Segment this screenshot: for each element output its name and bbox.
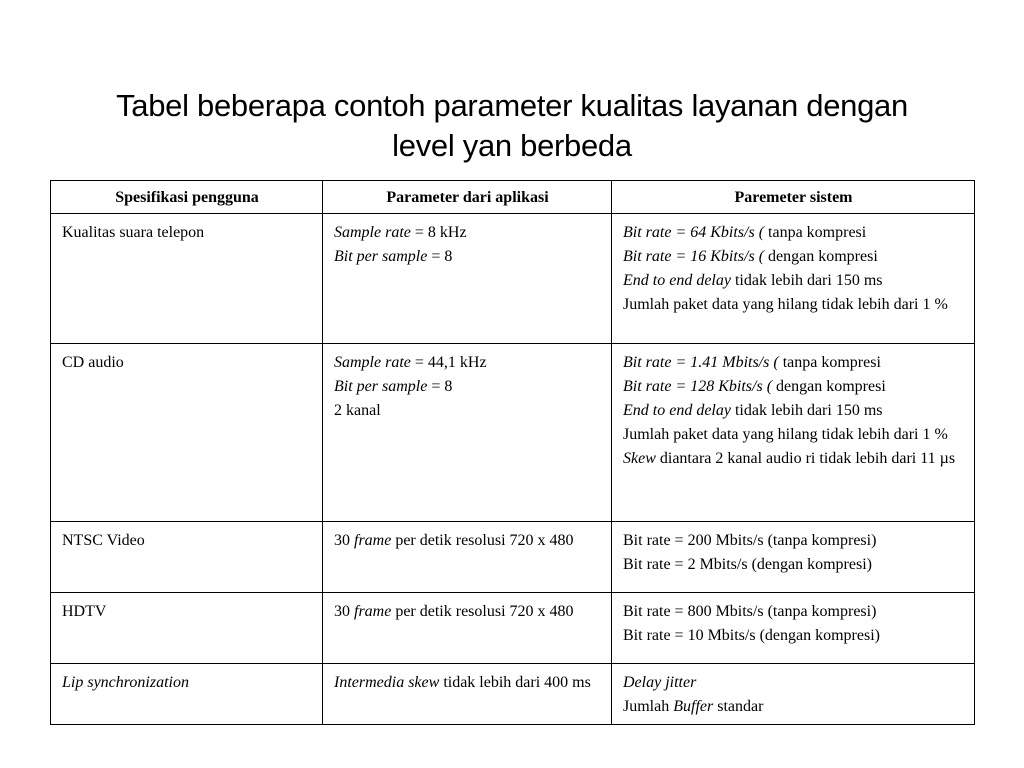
app-param-cell [323,593,612,664]
bitrate-line: Bit rate = 64 Kbits/s ( tanpa kompresi [623,224,867,241]
table-row [51,593,975,664]
bitrate-line: Bit rate = 16 Kbits/s ( dengan kompresi [623,248,878,265]
delay-line: End to end delay tidak lebih dari 150 ms [623,272,883,289]
user-spec-cell: Lip synchronization [51,664,323,725]
slide-title [0,86,1024,166]
user-spec-cell: CD audio [51,344,323,522]
table-row [51,214,975,344]
bitrate-line: Bit rate = 800 Mbits/s (tanpa kompresi) [623,603,877,620]
sample-rate-line: Sample rate = 44,1 kHz [334,354,487,371]
app-param-cell [323,664,612,725]
header-user-spec: Spesifikasi pengguna [51,181,323,214]
app-param-cell [323,214,612,344]
bitrate-line: Bit rate = 200 Mbits/s (tanpa kompresi) [623,532,877,549]
bits-per-sample-line: Bit per sample = 8 [334,248,453,265]
title-line-2: level yan berbeda [392,128,632,163]
qos-parameter-table [50,180,975,725]
table-row [51,522,975,593]
buffer-line: Jumlah Buffer standar [623,698,764,715]
bitrate-line: Bit rate = 1.41 Mbits/s ( tanpa kompresi [623,354,881,371]
jitter-line: Delay jitter [623,674,697,691]
skew-line: Skew diantara 2 kanal audio ri tidak lebih dari 11 µs [623,450,956,467]
system-param-cell [612,593,975,664]
bitrate-line: Bit rate = 10 Mbits/s (dengan kompresi) [623,627,880,644]
skew-line: Intermedia skew tidak lebih dari 400 ms [334,674,591,691]
bitrate-line: Bit rate = 128 Kbits/s ( dengan kompresi [623,378,886,395]
title-line-1: Tabel beberapa contoh parameter kualitas layanan dengan [116,88,908,123]
system-param-cell [612,664,975,725]
packet-loss-line: Jumlah paket data yang hilang tidak lebih dari 1 % [623,296,948,313]
user-spec-cell: NTSC Video [51,522,323,593]
app-param-cell [323,344,612,522]
header-system-params: Paremeter sistem [612,181,975,214]
channels-line: 2 kanal [334,402,381,419]
frame-rate-line: 30 frame per detik resolusi 720 x 480 [334,603,574,620]
system-param-cell [612,522,975,593]
system-param-cell [612,214,975,344]
frame-rate-line: 30 frame per detik resolusi 720 x 480 [334,532,574,549]
sample-rate-line: Sample rate = 8 kHz [334,224,467,241]
delay-line: End to end delay tidak lebih dari 150 ms [623,402,883,419]
header-app-params: Parameter dari aplikasi [323,181,612,214]
system-param-cell [612,344,975,522]
packet-loss-line: Jumlah paket data yang hilang tidak lebih dari 1 % [623,426,948,443]
user-spec-cell: HDTV [51,593,323,664]
table-row [51,344,975,522]
bitrate-line: Bit rate = 2 Mbits/s (dengan kompresi) [623,556,872,573]
app-param-cell [323,522,612,593]
bits-per-sample-line: Bit per sample = 8 [334,378,453,395]
user-spec-cell: Kualitas suara telepon [51,214,323,344]
table-row [51,664,975,725]
table-header-row [51,181,975,214]
